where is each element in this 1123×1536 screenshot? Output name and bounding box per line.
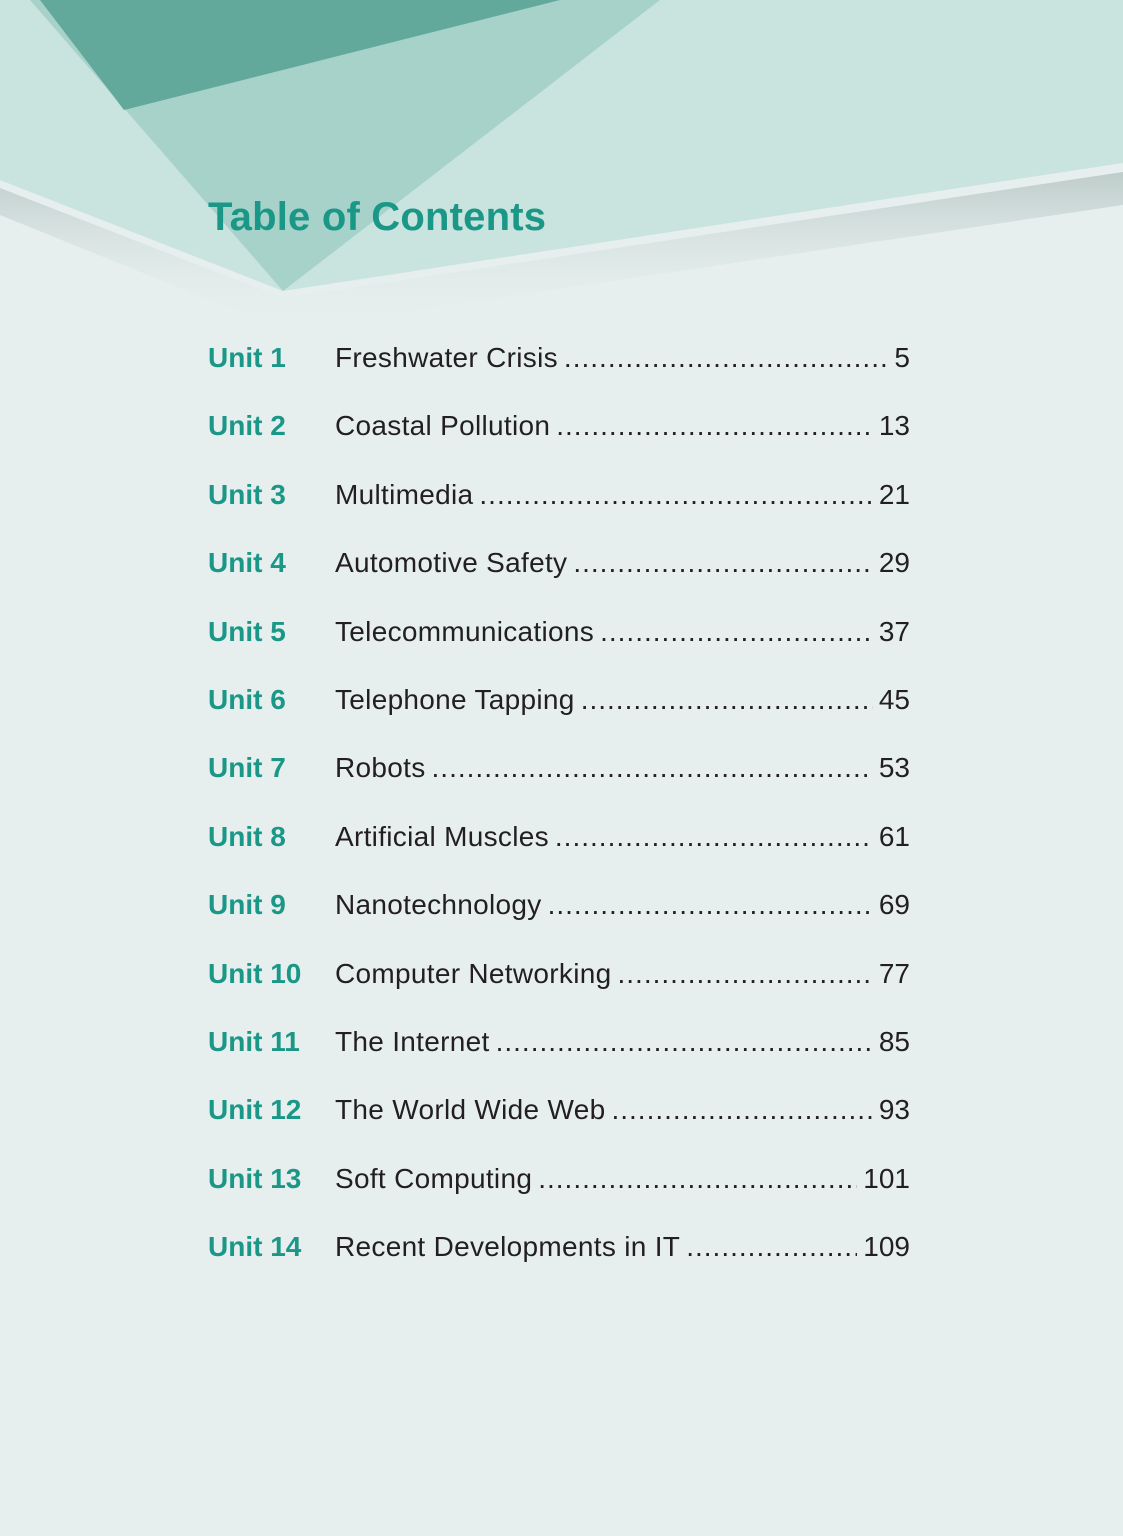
dot-leader bbox=[432, 746, 873, 790]
entry-title: Freshwater Crisis bbox=[335, 342, 558, 373]
unit-label: Unit 12 bbox=[208, 1094, 302, 1126]
entry-title: Telephone Tapping bbox=[335, 683, 575, 715]
entry-title: Coastal Pollution bbox=[335, 410, 551, 442]
toc-entry[interactable] bbox=[208, 1088, 910, 1156]
unit-label: Unit 11 bbox=[208, 1025, 300, 1057]
page-number: 61 bbox=[878, 820, 910, 852]
unit-label: Unit 1 bbox=[208, 342, 286, 373]
entry-title: The World Wide Web bbox=[335, 1094, 606, 1126]
toc-entry[interactable] bbox=[208, 678, 910, 746]
entry-title: Multimedia bbox=[335, 478, 474, 510]
dot-leader bbox=[581, 678, 873, 722]
dot-leader bbox=[617, 952, 872, 996]
header-decoration bbox=[0, 0, 1123, 330]
dot-leader bbox=[573, 541, 873, 585]
toc-entry[interactable] bbox=[208, 815, 910, 883]
unit-label: Unit 9 bbox=[208, 889, 286, 921]
page-number: 53 bbox=[878, 752, 910, 784]
entry-title: Soft Computing bbox=[335, 1162, 533, 1194]
dot-leader bbox=[564, 336, 889, 380]
unit-label: Unit 8 bbox=[208, 820, 286, 852]
entry-title: Robots bbox=[335, 752, 426, 784]
page-number: 109 bbox=[863, 1231, 910, 1263]
unit-label: Unit 5 bbox=[208, 615, 286, 647]
page-number: 5 bbox=[894, 342, 910, 373]
page-number: 21 bbox=[878, 478, 910, 510]
unit-label: Unit 6 bbox=[208, 683, 286, 715]
entry-title: Automotive Safety bbox=[335, 547, 568, 579]
unit-label: Unit 13 bbox=[208, 1162, 302, 1194]
toc-entry[interactable] bbox=[208, 1225, 910, 1293]
page-number: 13 bbox=[878, 410, 910, 442]
dot-leader bbox=[479, 473, 872, 517]
dot-leader bbox=[555, 815, 873, 859]
entry-title: Nanotechnology bbox=[335, 889, 542, 921]
toc-list bbox=[208, 336, 910, 1293]
page-number: 77 bbox=[878, 957, 910, 989]
page-number: 93 bbox=[878, 1094, 910, 1126]
unit-label: Unit 7 bbox=[208, 752, 286, 784]
page-number: 101 bbox=[863, 1162, 910, 1194]
entry-title: Artificial Muscles bbox=[335, 820, 549, 852]
dot-leader bbox=[600, 610, 873, 654]
unit-label: Unit 10 bbox=[208, 957, 302, 989]
toc-entry[interactable] bbox=[208, 883, 910, 951]
toc-entry[interactable] bbox=[208, 336, 910, 404]
dot-leader bbox=[611, 1088, 872, 1132]
entry-title: Telecommunications bbox=[335, 615, 595, 647]
unit-label: Unit 4 bbox=[208, 547, 286, 579]
entry-title: The Internet bbox=[335, 1025, 490, 1057]
unit-label: Unit 3 bbox=[208, 478, 286, 510]
dot-leader bbox=[538, 1157, 857, 1201]
dot-leader bbox=[548, 883, 873, 927]
page-number: 29 bbox=[878, 547, 910, 579]
unit-label: Unit 14 bbox=[208, 1231, 302, 1263]
entry-title: Recent Developments in IT bbox=[335, 1231, 681, 1263]
toc-entry[interactable] bbox=[208, 473, 910, 541]
page-number: 85 bbox=[878, 1025, 910, 1057]
page-number: 69 bbox=[878, 889, 910, 921]
toc-entry[interactable] bbox=[208, 1020, 910, 1088]
entry-title: Computer Networking bbox=[335, 957, 612, 989]
dot-leader bbox=[686, 1225, 857, 1269]
toc-entry[interactable] bbox=[208, 541, 910, 609]
toc-entry[interactable] bbox=[208, 746, 910, 814]
page-title: Table of Contents bbox=[208, 195, 547, 239]
toc-entry[interactable] bbox=[208, 610, 910, 678]
page-number: 45 bbox=[878, 683, 910, 715]
dot-leader bbox=[496, 1020, 873, 1064]
toc-entry[interactable] bbox=[208, 404, 910, 472]
page-number: 37 bbox=[878, 615, 910, 647]
unit-label: Unit 2 bbox=[208, 410, 286, 442]
toc-entry[interactable] bbox=[208, 952, 910, 1020]
toc-entry[interactable] bbox=[208, 1157, 910, 1225]
dot-leader bbox=[556, 404, 873, 448]
